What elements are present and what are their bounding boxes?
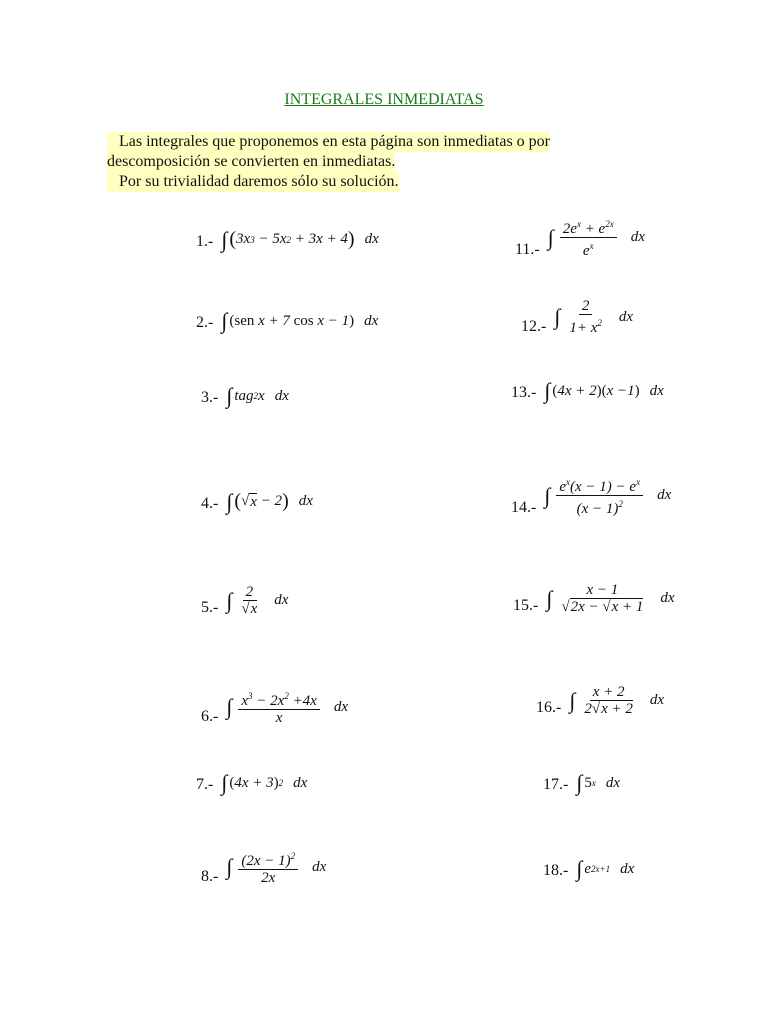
problem-3	[201, 385, 289, 407]
integral-expression: ∫ $\frac{x + 2}{2√x + 2}$ dx	[569, 684, 665, 717]
integral-expression: ∫ ( √ x − 2 ) dx	[226, 488, 313, 514]
problem-4	[201, 490, 313, 513]
problem-13	[511, 380, 664, 402]
problem-12	[521, 298, 633, 336]
problem-17	[543, 772, 620, 794]
problem-8	[201, 848, 326, 886]
problem-number: 4.-	[201, 495, 219, 512]
problem-number: 1.-	[196, 233, 214, 250]
intro-line-2: descomposición se convierten en inmediatas.	[107, 153, 396, 170]
problem-number: 7.-	[196, 776, 214, 793]
problem-11	[515, 216, 645, 259]
problem-number: 15.-	[513, 597, 539, 614]
problem-14	[511, 474, 671, 517]
problem-number: 14.-	[511, 499, 537, 516]
integral-expression: ∫ $\frac{x - 1}{√2x - √x + 1}$ dx	[546, 582, 675, 615]
problem-number: 8.-	[201, 868, 219, 885]
problem-2	[196, 310, 378, 332]
intro-line-3: Por su trivialidad daremos sólo su solución.	[107, 173, 399, 190]
problem-number: 6.-	[201, 708, 219, 725]
integral-expression: ∫ tag 2 x dx	[226, 383, 289, 408]
integral-expression: ∫ ( 3x 3 − 5x 2 + 3x + 4 ) dx	[221, 226, 379, 252]
problem-7	[196, 772, 307, 794]
integral-expression: ∫ $\frac{(2x - 1)^2}{2x}$ dx	[226, 848, 326, 886]
integral-expression: ∫ $\frac{2e^x + e^{2x}}{e^x}$ dx	[548, 216, 645, 259]
problem-16	[536, 684, 664, 717]
problem-number: 12.-	[521, 318, 547, 335]
problem-5	[201, 584, 288, 617]
problem-6	[201, 688, 348, 726]
problem-number: 16.-	[536, 699, 562, 716]
integral-expression: ∫ ( 4x + 3 ) 2 dx	[221, 770, 308, 795]
integral-expression: ∫ $\frac{2}{√x}$ dx	[226, 584, 289, 617]
problem-number: 2.-	[196, 314, 214, 331]
integral-expression: ∫ $\frac{2}{1+ x^2}$ dx	[554, 298, 634, 336]
integral-expression: ∫ ( 4x + 2 )( x −1 ) dx	[544, 378, 664, 403]
intro-paragraph	[107, 132, 550, 192]
problem-1	[196, 228, 379, 251]
problem-number: 17.-	[543, 776, 569, 793]
problem-number: 13.-	[511, 384, 537, 401]
problem-number: 18.-	[543, 862, 569, 879]
problem-15	[513, 582, 675, 615]
integral-expression: ∫ 5 x dx	[576, 770, 621, 795]
integral-expression: ∫ (sen x + 7 cos x − 1 ) dx	[221, 308, 379, 333]
page-title: INTEGRALES INMEDIATAS	[284, 91, 484, 108]
problem-18	[543, 858, 634, 880]
integral-expression: ∫ e 2x+1 dx	[576, 856, 635, 881]
integral-expression: ∫ $\frac{e^x(x - 1) - e^x}{(x - 1)^2}$ dx	[544, 474, 671, 517]
problem-number: 5.-	[201, 599, 219, 616]
problem-number: 3.-	[201, 389, 219, 406]
integral-expression: ∫ $\frac{x^3 - 2x^2 +4x}{x}$ dx	[226, 688, 348, 726]
intro-line-1: Las integrales que proponemos en esta página son inmediatas o por	[107, 133, 550, 150]
problem-number: 11.-	[515, 241, 540, 258]
